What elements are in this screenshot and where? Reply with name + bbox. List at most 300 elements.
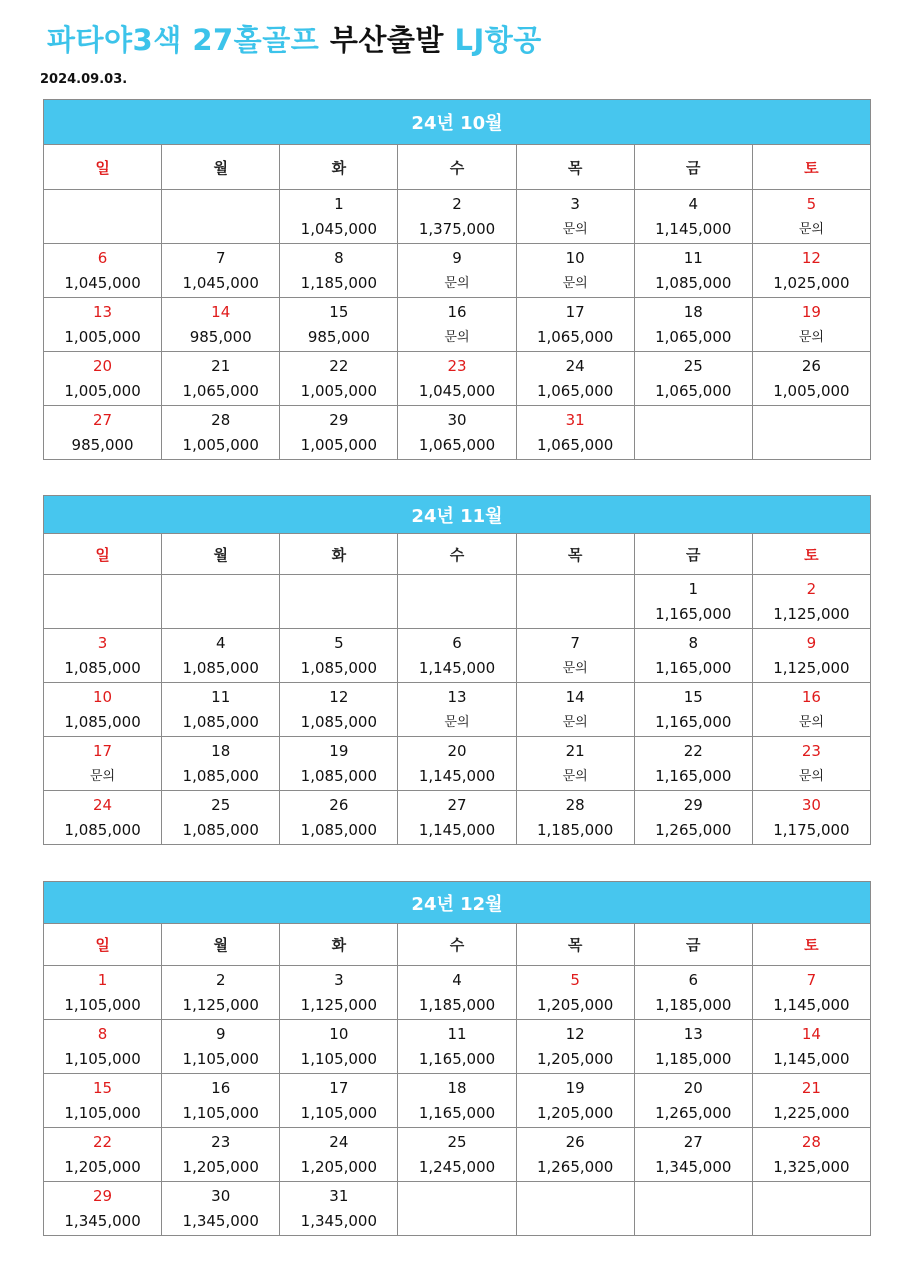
day-number: 27 [93, 410, 113, 429]
empty-day-cell [752, 406, 870, 460]
day-cell [162, 1074, 280, 1128]
price-inquiry: 문의 [444, 714, 470, 730]
weekday-header: 금 [634, 145, 752, 190]
day-cell [752, 244, 870, 298]
price-inquiry: 문의 [798, 714, 824, 730]
price-value: 1,045,000 [418, 381, 496, 400]
day-cell [516, 1128, 634, 1182]
day-cell [398, 244, 516, 298]
day-number: 3 [97, 633, 108, 652]
weekday-header: 수 [398, 924, 516, 966]
day-number: 24 [565, 356, 585, 375]
day-cell [516, 190, 634, 244]
empty-day-cell [516, 1182, 634, 1236]
price-value: 1,185,000 [536, 820, 614, 839]
weekday-header: 화 [280, 924, 398, 966]
day-number: 9 [806, 633, 817, 652]
day-number: 10 [565, 248, 585, 267]
day-number: 2 [452, 194, 462, 213]
price-value: 1,005,000 [64, 327, 141, 346]
day-cell [280, 629, 398, 683]
price-value: 1,085,000 [300, 766, 378, 785]
day-cell [44, 629, 162, 683]
price-value: 985,000 [307, 327, 370, 346]
day-number: 6 [97, 248, 108, 267]
day-cell [280, 298, 398, 352]
price-value: 1,185,000 [655, 995, 732, 1014]
day-number: 21 [211, 356, 231, 375]
day-cell [634, 737, 752, 791]
price-value: 1,005,000 [64, 381, 141, 400]
price-value: 1,045,000 [182, 273, 259, 292]
price-value: 1,085,000 [300, 658, 378, 677]
price-value: 1,165,000 [418, 1049, 496, 1068]
day-number: 15 [683, 687, 703, 706]
day-cell [280, 683, 398, 737]
day-number: 17 [329, 1078, 349, 1097]
day-number: 28 [565, 795, 585, 814]
day-number: 2 [215, 970, 226, 989]
price-value: 1,005,000 [300, 435, 378, 454]
day-cell [398, 966, 516, 1020]
empty-day-cell [516, 575, 634, 629]
weekday-header: 목 [516, 924, 634, 966]
price-value: 1,085,000 [655, 273, 732, 292]
day-number: 24 [329, 1132, 349, 1151]
day-number: 7 [570, 633, 580, 652]
day-number: 5 [570, 970, 580, 989]
day-number: 26 [329, 795, 349, 814]
day-cell [162, 1182, 280, 1236]
day-number: 8 [688, 633, 699, 652]
price-value: 1,085,000 [64, 658, 141, 677]
day-number: 31 [565, 410, 585, 429]
week-row [44, 737, 871, 791]
day-cell [162, 791, 280, 845]
day-number: 25 [447, 1132, 467, 1151]
price-value: 1,105,000 [182, 1103, 259, 1122]
day-number: 17 [93, 741, 113, 760]
day-number: 19 [329, 741, 349, 760]
price-value: 1,175,000 [773, 820, 850, 839]
day-number: 4 [688, 194, 699, 213]
day-number: 18 [683, 302, 703, 321]
weekday-header: 월 [162, 145, 280, 190]
price-value: 1,375,000 [418, 219, 496, 238]
price-value: 1,005,000 [182, 435, 259, 454]
title-tour-name: 파타야3색 27홀골프 [47, 23, 320, 57]
week-row [44, 406, 871, 460]
price-value: 1,045,000 [300, 219, 378, 238]
price-inquiry: 문의 [90, 768, 116, 784]
price-value: 1,345,000 [182, 1211, 259, 1230]
day-number: 16 [801, 687, 821, 706]
day-number: 18 [211, 741, 231, 760]
day-number: 15 [329, 302, 349, 321]
weekday-header: 월 [162, 534, 280, 575]
day-cell [280, 1020, 398, 1074]
price-value: 1,125,000 [773, 604, 850, 623]
day-number: 23 [801, 741, 821, 760]
day-cell [280, 352, 398, 406]
price-value: 1,165,000 [655, 658, 732, 677]
day-cell [44, 1074, 162, 1128]
day-cell [752, 298, 870, 352]
day-cell [280, 1182, 398, 1236]
day-number: 5 [334, 633, 344, 652]
day-cell [280, 190, 398, 244]
day-cell [516, 966, 634, 1020]
day-cell [516, 1020, 634, 1074]
empty-day-cell [398, 575, 516, 629]
month-title: 24년 10월 [44, 100, 871, 145]
day-cell [634, 190, 752, 244]
price-value: 1,085,000 [182, 712, 259, 731]
day-number: 21 [565, 741, 585, 760]
price-value: 1,265,000 [655, 820, 732, 839]
day-number: 10 [329, 1024, 349, 1043]
title-airline: LJ항공 [454, 23, 542, 57]
day-number: 13 [93, 302, 113, 321]
day-number: 17 [565, 302, 585, 321]
day-number: 1 [688, 579, 699, 598]
day-cell [516, 352, 634, 406]
weekday-header: 월 [162, 924, 280, 966]
price-inquiry: 문의 [798, 329, 824, 345]
day-cell [516, 406, 634, 460]
price-value: 1,145,000 [773, 995, 850, 1014]
day-cell [752, 629, 870, 683]
week-row [44, 1128, 871, 1182]
day-number: 11 [211, 687, 231, 706]
day-number: 1 [97, 970, 108, 989]
day-number: 2 [806, 579, 817, 598]
day-cell [398, 406, 516, 460]
price-value: 1,185,000 [655, 1049, 732, 1068]
day-cell [516, 791, 634, 845]
day-cell [44, 352, 162, 406]
price-value: 1,065,000 [536, 327, 614, 346]
price-value: 1,065,000 [418, 435, 496, 454]
day-cell [162, 352, 280, 406]
price-value: 1,125,000 [773, 658, 850, 677]
weekday-header: 금 [634, 534, 752, 575]
day-number: 10 [93, 687, 113, 706]
day-number: 31 [329, 1186, 349, 1205]
day-number: 27 [447, 795, 467, 814]
price-value: 1,345,000 [655, 1157, 732, 1176]
day-number: 1 [334, 194, 344, 213]
weekday-header: 토 [752, 534, 870, 575]
day-cell [752, 190, 870, 244]
day-cell [752, 352, 870, 406]
day-number: 21 [801, 1078, 821, 1097]
price-value: 1,065,000 [655, 327, 732, 346]
day-cell [398, 1074, 516, 1128]
price-value: 1,085,000 [182, 658, 259, 677]
day-number: 14 [211, 302, 231, 321]
price-value: 1,105,000 [300, 1103, 378, 1122]
week-row [44, 629, 871, 683]
price-inquiry: 문의 [562, 768, 588, 784]
week-row [44, 966, 871, 1020]
day-cell [398, 1020, 516, 1074]
day-cell [44, 1182, 162, 1236]
month-calendar [43, 495, 871, 845]
day-cell [44, 1128, 162, 1182]
day-number: 20 [683, 1078, 703, 1097]
day-cell [516, 737, 634, 791]
day-number: 22 [329, 356, 349, 375]
price-value: 1,085,000 [300, 712, 378, 731]
price-value: 1,065,000 [536, 381, 614, 400]
price-value: 1,105,000 [64, 995, 141, 1014]
day-cell [162, 1020, 280, 1074]
day-cell [44, 683, 162, 737]
week-row [44, 352, 871, 406]
price-value: 1,345,000 [64, 1211, 141, 1230]
day-cell [634, 298, 752, 352]
price-value: 1,165,000 [418, 1103, 496, 1122]
day-number: 29 [329, 410, 349, 429]
empty-day-cell [280, 575, 398, 629]
day-cell [44, 244, 162, 298]
day-number: 16 [447, 302, 467, 321]
day-cell [634, 1074, 752, 1128]
weekday-header: 화 [280, 145, 398, 190]
day-number: 18 [447, 1078, 467, 1097]
day-cell [634, 683, 752, 737]
day-cell [634, 1020, 752, 1074]
day-number: 23 [447, 356, 467, 375]
price-value: 1,205,000 [182, 1157, 259, 1176]
price-value: 1,105,000 [300, 1049, 378, 1068]
week-row [44, 791, 871, 845]
day-number: 30 [447, 410, 467, 429]
day-number: 25 [683, 356, 703, 375]
price-value: 1,005,000 [773, 381, 850, 400]
price-inquiry: 문의 [444, 329, 470, 345]
day-cell [516, 629, 634, 683]
price-value: 1,065,000 [182, 381, 259, 400]
day-number: 11 [683, 248, 703, 267]
price-value: 1,265,000 [655, 1103, 732, 1122]
price-value: 1,145,000 [418, 766, 496, 785]
day-cell [398, 190, 516, 244]
price-value: 1,105,000 [182, 1049, 259, 1068]
day-cell [398, 791, 516, 845]
day-cell [752, 966, 870, 1020]
month-calendar [43, 881, 871, 1236]
week-row [44, 1182, 871, 1236]
price-value: 1,345,000 [300, 1211, 378, 1230]
day-cell [398, 1128, 516, 1182]
day-cell [280, 737, 398, 791]
day-cell [516, 244, 634, 298]
day-cell [280, 1128, 398, 1182]
day-number: 29 [683, 795, 703, 814]
day-cell [398, 629, 516, 683]
day-number: 15 [93, 1078, 113, 1097]
day-cell [162, 683, 280, 737]
day-cell [752, 1020, 870, 1074]
weekday-header: 수 [398, 534, 516, 575]
price-inquiry: 문의 [798, 221, 824, 237]
day-cell [162, 629, 280, 683]
day-cell [280, 791, 398, 845]
price-value: 1,125,000 [182, 995, 259, 1014]
weekday-header: 금 [634, 924, 752, 966]
price-value: 1,005,000 [300, 381, 378, 400]
price-value: 1,065,000 [536, 435, 614, 454]
page-title [47, 18, 542, 59]
day-number: 12 [801, 248, 821, 267]
weekday-header: 일 [44, 145, 162, 190]
price-value: 1,085,000 [64, 820, 141, 839]
weekday-header: 목 [516, 145, 634, 190]
day-cell [634, 966, 752, 1020]
weekday-header: 화 [280, 534, 398, 575]
day-number: 6 [452, 633, 462, 652]
price-value: 1,125,000 [300, 995, 378, 1014]
day-number: 26 [565, 1132, 585, 1151]
day-number: 28 [211, 410, 231, 429]
price-value: 1,085,000 [64, 712, 141, 731]
day-cell [280, 1074, 398, 1128]
price-value: 1,205,000 [536, 1103, 614, 1122]
empty-day-cell [162, 575, 280, 629]
price-value: 1,265,000 [536, 1157, 614, 1176]
empty-day-cell [44, 190, 162, 244]
day-number: 7 [215, 248, 226, 267]
empty-day-cell [752, 1182, 870, 1236]
week-row [44, 190, 871, 244]
day-number: 20 [447, 741, 467, 760]
day-number: 29 [93, 1186, 113, 1205]
week-row [44, 1074, 871, 1128]
price-value: 1,205,000 [536, 995, 614, 1014]
day-cell [162, 298, 280, 352]
day-cell [752, 1074, 870, 1128]
price-value: 1,025,000 [773, 273, 850, 292]
week-row [44, 298, 871, 352]
month-title: 24년 12월 [44, 882, 871, 924]
price-value: 1,045,000 [64, 273, 141, 292]
price-inquiry: 문의 [562, 221, 588, 237]
price-value: 1,165,000 [655, 604, 732, 623]
day-number: 9 [215, 1024, 226, 1043]
day-number: 12 [329, 687, 349, 706]
day-number: 27 [683, 1132, 703, 1151]
price-value: 985,000 [189, 327, 252, 346]
day-cell [634, 791, 752, 845]
day-cell [516, 683, 634, 737]
day-number: 6 [688, 970, 699, 989]
day-number: 4 [215, 633, 226, 652]
day-cell [634, 575, 752, 629]
day-number: 5 [806, 194, 817, 213]
day-number: 7 [806, 970, 817, 989]
price-inquiry: 문의 [562, 275, 588, 291]
day-number: 19 [801, 302, 821, 321]
title-departure: 부산출발 [329, 23, 444, 57]
day-cell [752, 575, 870, 629]
day-number: 4 [452, 970, 462, 989]
price-value: 1,085,000 [300, 820, 378, 839]
day-number: 8 [334, 248, 344, 267]
day-cell [280, 406, 398, 460]
month-calendar [43, 99, 871, 460]
day-cell [44, 737, 162, 791]
month-title: 24년 11월 [44, 496, 871, 534]
price-value: 1,205,000 [536, 1049, 614, 1068]
day-number: 12 [565, 1024, 585, 1043]
weekday-header: 수 [398, 145, 516, 190]
weekday-header: 토 [752, 924, 870, 966]
day-number: 23 [211, 1132, 231, 1151]
day-cell [44, 966, 162, 1020]
price-value: 1,065,000 [655, 381, 732, 400]
price-value: 1,085,000 [182, 766, 259, 785]
price-inquiry: 문의 [798, 768, 824, 784]
price-value: 985,000 [71, 435, 134, 454]
price-value: 1,085,000 [182, 820, 259, 839]
day-number: 26 [801, 356, 821, 375]
day-number: 19 [565, 1078, 585, 1097]
day-cell [752, 737, 870, 791]
empty-day-cell [162, 190, 280, 244]
price-value: 1,325,000 [773, 1157, 850, 1176]
price-value: 1,145,000 [773, 1049, 850, 1068]
day-number: 14 [565, 687, 585, 706]
day-cell [634, 244, 752, 298]
week-row [44, 1020, 871, 1074]
day-number: 8 [97, 1024, 108, 1043]
day-number: 3 [334, 970, 344, 989]
day-number: 11 [447, 1024, 467, 1043]
price-inquiry: 문의 [444, 275, 470, 291]
day-cell [398, 352, 516, 406]
day-cell [44, 1020, 162, 1074]
price-value: 1,105,000 [64, 1103, 141, 1122]
day-number: 13 [447, 687, 467, 706]
weekday-header: 일 [44, 924, 162, 966]
day-cell [752, 791, 870, 845]
day-cell [44, 406, 162, 460]
day-number: 16 [211, 1078, 231, 1097]
day-cell [162, 966, 280, 1020]
weekday-header: 일 [44, 534, 162, 575]
week-row [44, 575, 871, 629]
day-cell [162, 1128, 280, 1182]
price-value: 1,205,000 [300, 1157, 378, 1176]
day-cell [752, 683, 870, 737]
day-cell [634, 629, 752, 683]
day-cell [634, 1128, 752, 1182]
price-inquiry: 문의 [562, 660, 588, 676]
price-value: 1,105,000 [64, 1049, 141, 1068]
day-number: 14 [801, 1024, 821, 1043]
day-number: 30 [801, 795, 821, 814]
issue-date: 2024.09.03. [40, 72, 128, 87]
day-number: 22 [683, 741, 703, 760]
day-number: 30 [211, 1186, 231, 1205]
day-cell [516, 1074, 634, 1128]
price-value: 1,205,000 [64, 1157, 141, 1176]
price-value: 1,185,000 [300, 273, 378, 292]
empty-day-cell [634, 1182, 752, 1236]
price-value: 1,185,000 [418, 995, 496, 1014]
